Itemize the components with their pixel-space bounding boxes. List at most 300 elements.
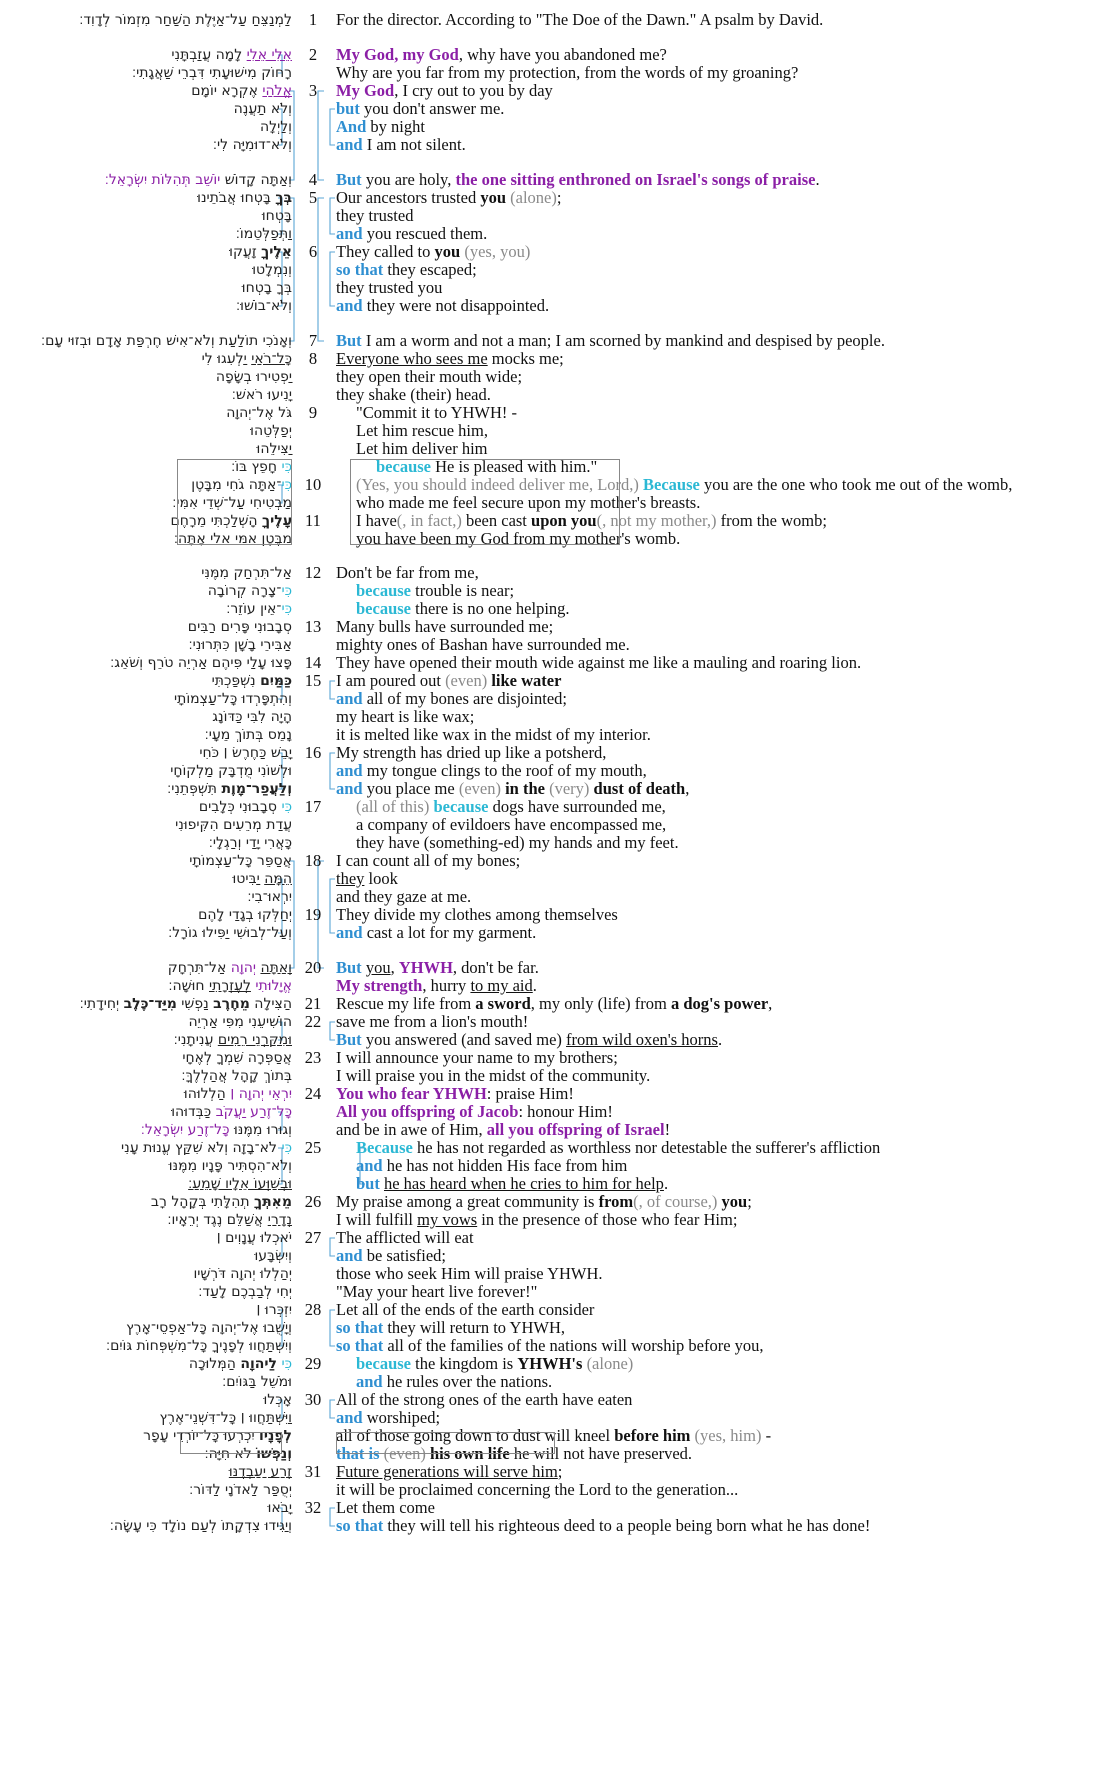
hebrew-segment: רָחוֹק מִישׁוּעָתִי דִּבְרֵי שַׁאֲגָתִי׃ <box>131 65 292 81</box>
verse-number: 11 <box>305 511 321 530</box>
verse-line <box>0 349 1110 369</box>
hebrew-segment: וְלֹא־הִסְתִּיר פָּנָיו מִמֶּנּוּ <box>168 1158 292 1174</box>
verse-line <box>0 1426 1110 1446</box>
hebrew-segment: בְּךָ בָטְחוּ <box>241 280 292 296</box>
hebrew-text <box>167 779 292 799</box>
verse-line <box>0 833 1110 853</box>
english-segment: Rescue my life from <box>336 994 476 1013</box>
hebrew-segment: ־אֵין עוֹזֵר׃ <box>226 601 282 617</box>
hebrew-segment: יָבֹאוּ <box>267 1500 292 1516</box>
english-text <box>356 833 679 853</box>
hebrew-text <box>174 689 292 709</box>
hebrew-segment: נָמֵס בְּתוֹךְ מֵעָי׃ <box>204 727 292 743</box>
english-text <box>336 242 530 262</box>
verse-line <box>0 1210 1110 1230</box>
verse-line <box>0 1228 1110 1248</box>
english-text <box>356 581 514 601</box>
hebrew-text <box>80 994 292 1014</box>
english-text <box>336 1192 752 1212</box>
english-text <box>356 421 488 441</box>
hebrew-segment: וְאַתָּה קָדוֹשׁ <box>220 172 292 188</box>
hebrew-segment: אֲשַׁלֵּם נֶגֶד יְרֵאָיו׃ <box>167 1212 268 1228</box>
verse-number: 32 <box>304 1498 322 1517</box>
hebrew-text <box>175 815 292 835</box>
hebrew-segment: מִבֶּטֶן אִמִּי אֵלִי אָתָּה׃ <box>173 531 292 547</box>
hebrew-segment: בָּטְחוּ אֲבֹתֵינוּ <box>197 190 276 206</box>
hebrew-segment: כִּי <box>281 583 292 599</box>
hebrew-text <box>181 1066 292 1086</box>
hebrew-text <box>189 851 292 871</box>
english-segment: and <box>336 1246 363 1265</box>
english-text <box>336 905 618 925</box>
english-quote-box <box>350 459 620 545</box>
english-text <box>336 45 667 65</box>
verse-line <box>0 994 1110 1014</box>
verse-number: 31 <box>304 1462 322 1481</box>
hebrew-segment: מַבְטִיחִי עַל־שְׁדֵי אִמִּי׃ <box>172 495 292 511</box>
verse-number: 26 <box>304 1192 322 1211</box>
english-segment: who made me feel secure upon my mother's breasts. <box>356 493 701 512</box>
english-segment: , <box>768 994 773 1013</box>
english-segment: a dog's power <box>670 994 769 1013</box>
hebrew-segment: אַבִּירֵי בָשָׁן כִּתְּרוּנִי׃ <box>188 637 292 653</box>
english-segment: there is no one helping. <box>411 599 570 618</box>
english-text <box>336 1390 632 1410</box>
english-text <box>336 349 564 369</box>
hebrew-segment: אֵלִי אֵלִי <box>246 47 292 63</box>
hebrew-text <box>229 242 292 262</box>
verse-line <box>0 1282 1110 1302</box>
hebrew-segment: עֲנִיתָנִי׃ <box>173 1032 218 1048</box>
hebrew-segment: וְלֹא־דוּמִיָּה לִי׃ <box>212 137 292 153</box>
hebrew-text <box>268 1498 292 1518</box>
hebrew-segment: יַלְעִגוּ לִי <box>201 351 252 367</box>
english-segment: so that <box>336 260 384 279</box>
hebrew-text <box>208 581 292 601</box>
english-segment: upon you <box>531 511 597 530</box>
hebrew-text <box>189 1354 292 1374</box>
english-segment: But <box>336 958 362 977</box>
hebrew-segment: זֶרַע יַעַבְדֶנּוּ <box>228 1464 292 1480</box>
english-segment: dust of death <box>593 779 686 798</box>
english-segment: you <box>480 188 507 207</box>
english-segment: : honour Him! <box>518 1102 613 1121</box>
hebrew-text <box>41 331 292 351</box>
verse-line <box>0 1246 1110 1266</box>
english-segment: I have <box>356 511 397 530</box>
hebrew-segment: תִּשְׁפְּתֵנִי׃ <box>167 781 222 797</box>
english-segment: . <box>663 1174 669 1193</box>
hebrew-text <box>110 653 292 673</box>
verse-number: 19 <box>304 905 322 924</box>
english-segment: the kingdom is <box>411 1354 518 1373</box>
english-segment: YHWH's <box>517 1354 583 1373</box>
english-segment: (very) <box>544 779 590 798</box>
hebrew-segment: כִּי <box>281 1356 292 1372</box>
english-text <box>336 653 861 673</box>
hebrew-text <box>151 1192 292 1212</box>
english-text <box>336 563 479 583</box>
english-segment: all you offspring of Israel <box>486 1120 665 1139</box>
english-segment: (even) <box>458 779 501 798</box>
verse-line <box>0 1102 1110 1122</box>
english-segment: to my aid <box>470 976 533 995</box>
english-text <box>336 1066 650 1086</box>
hebrew-segment: וְלֹא תַעֲנֶה <box>233 101 292 117</box>
hebrew-segment: וְנִמְלָטוּ <box>252 262 292 278</box>
hebrew-segment: וּבְשַׁוְּעוֹ אֵלָיו שָׁמֵעַ׃ <box>188 1176 292 1192</box>
english-segment: I will announce your name to my brothers; <box>336 1048 618 1067</box>
english-segment: but <box>356 1174 380 1193</box>
english-segment: you answered (and saved me) <box>361 1030 567 1049</box>
hebrew-segment: כִּי <box>281 459 292 475</box>
english-text <box>336 1318 565 1338</box>
english-segment: Future generations will serve him <box>336 1462 558 1481</box>
english-segment: they trusted you <box>336 278 443 297</box>
hebrew-segment: יֹאכְלוּ עֲנָוִים ׀ <box>216 1230 292 1246</box>
english-segment: from wild oxen's horns <box>566 1030 718 1049</box>
hebrew-segment: וְיַגִּידוּ צִדְקָתוֹ לְעַם נוֹלָד כִּי עָשָׂה׃ <box>109 1518 292 1534</box>
english-segment: they <box>336 869 365 888</box>
english-segment: by night <box>366 117 425 136</box>
hebrew-segment: אֶקְרָא יוֹמָם <box>191 83 263 99</box>
english-segment: I will fulfill <box>336 1210 418 1229</box>
verse-line <box>0 1336 1110 1356</box>
english-segment: Don't be far from me, <box>336 563 479 582</box>
verse-line <box>0 761 1110 781</box>
english-segment: mighty ones of Bashan have surrounded me. <box>336 635 630 654</box>
english-segment: he rules over the nations. <box>382 1372 553 1391</box>
hebrew-text <box>168 976 292 996</box>
english-text <box>356 1138 880 1158</box>
verse-number: 24 <box>304 1084 322 1103</box>
hebrew-segment: חוּשָׁה׃ <box>168 978 209 994</box>
verse-line <box>0 976 1110 996</box>
english-text <box>356 439 488 459</box>
english-segment: Because <box>356 1138 413 1157</box>
hebrew-segment: בְּתוֹךְ קָהָל אֲהַלְלֶךָּ׃ <box>181 1068 292 1084</box>
english-segment: Our ancestors trusted <box>336 188 481 207</box>
verse-number: 5 <box>308 188 318 207</box>
english-text <box>336 1120 670 1140</box>
verse-line <box>0 1030 1110 1050</box>
hebrew-segment: בְּךָ <box>275 190 292 206</box>
verse-line <box>0 81 1110 101</box>
hebrew-text <box>232 385 292 405</box>
english-text <box>336 635 630 655</box>
hebrew-text <box>191 81 292 101</box>
hebrew-segment: יְסֻפַּר לַאדֹנָי לַדּוֹר׃ <box>189 1482 292 1498</box>
hebrew-segment: כָּל־רֹאַי <box>251 351 292 367</box>
english-text <box>336 851 520 871</box>
hebrew-segment: וְיָשֻׁבוּ אֶל־יְהוָה כָּל־אַפְסֵי־אָרֶץ <box>126 1320 292 1336</box>
hebrew-segment: סְבָבוּנִי פָּרִים רַבִּים <box>187 619 292 635</box>
english-segment: Because <box>643 475 700 494</box>
verse-number: 2 <box>308 45 318 64</box>
verse-line <box>0 905 1110 925</box>
english-segment: been cast <box>461 511 532 530</box>
verse-line <box>0 851 1110 871</box>
hebrew-segment: יַבִּיטוּ <box>232 871 265 887</box>
hebrew-segment: מֵאִתְּךָ <box>254 1194 292 1210</box>
english-segment: But <box>336 170 362 189</box>
english-segment: Let them come <box>336 1498 435 1517</box>
verse-number: 14 <box>304 653 322 672</box>
english-text <box>336 617 553 637</box>
verse-number: 17 <box>304 797 322 816</box>
hebrew-segment: נְדָרַי <box>267 1212 292 1228</box>
hebrew-segment: וּלְשׁוֹנִי מֻדְבָּק מַלְקוֹחָי <box>170 763 292 779</box>
english-text <box>336 725 651 745</box>
english-segment: from the womb; <box>716 511 827 530</box>
english-segment: I am a worm and not a man; I am scorned by mankind and despised by people. <box>361 331 885 350</box>
english-segment: and <box>336 923 363 942</box>
hebrew-text <box>79 10 292 30</box>
hebrew-segment: יִכְרְעוּ כָּל־יוֹרְדֵי עָפָר <box>143 1428 260 1444</box>
hebrew-segment: חָפֵץ בּוֹ׃ <box>231 459 282 475</box>
english-segment: he has heard when he cries to him for help <box>383 1174 664 1193</box>
hebrew-text <box>212 707 292 727</box>
hebrew-segment: כַּבְּדוּהוּ <box>171 1104 216 1120</box>
hebrew-text <box>252 260 292 280</box>
hebrew-segment: הָשְׁלַכְתִּי מֵרָחֶם <box>170 513 263 529</box>
hebrew-segment: סְבָבוּנִי כְּלָבִים <box>198 799 282 815</box>
verse-line <box>0 707 1110 727</box>
english-text <box>336 206 413 226</box>
hebrew-segment: אַל־תִּרְחַק מִמֶּנִּי <box>201 565 292 581</box>
hebrew-segment: יְהַלְלוּ יְהוָה דֹּרְשָׁיו <box>193 1266 292 1282</box>
verse-line <box>0 869 1110 889</box>
hebrew-segment: הוֹשִׁיעֵנִי מִפִּי אַרְיֵה <box>188 1014 292 1030</box>
english-text <box>336 135 466 155</box>
hebrew-segment: לָמָה עֲזַבְתָּנִי <box>171 47 247 63</box>
english-segment: in the presence of those who fear Him; <box>477 1210 738 1229</box>
english-segment: my heart is like wax; <box>336 707 475 726</box>
english-segment: those who seek Him will praise YHWH. <box>336 1264 603 1283</box>
verse-number: 12 <box>304 563 322 582</box>
hebrew-text <box>226 599 292 619</box>
english-segment: they were not disappointed. <box>362 296 550 315</box>
hebrew-segment: יִרְאֵי יְהוָה ׀ <box>230 1086 292 1102</box>
hebrew-segment: יְהוָה <box>230 960 257 976</box>
english-text <box>336 117 425 137</box>
verse-line <box>0 206 1110 226</box>
hebrew-segment: וְיִשְׂבָּעוּ <box>254 1248 292 1264</box>
verse-number: 29 <box>304 1354 322 1373</box>
hebrew-segment: וְנַפְשׁוֹ <box>256 1446 292 1462</box>
english-text <box>336 1012 528 1032</box>
english-segment: and <box>336 761 363 780</box>
hebrew-segment: גֹּל אֶל־יְהוָה <box>226 405 292 421</box>
english-text <box>336 1516 870 1536</box>
english-text <box>356 1372 552 1392</box>
hebrew-segment: וְאַתָּה <box>260 960 292 976</box>
english-text <box>336 1336 764 1356</box>
hebrew-text <box>257 439 293 459</box>
english-segment: "May your heart live forever!" <box>336 1282 538 1301</box>
english-text <box>336 81 553 101</box>
verse-line <box>0 653 1110 673</box>
english-segment: a company of evildoers have encompassed me, <box>356 815 667 834</box>
hebrew-segment: הֵמָּה <box>264 871 292 887</box>
english-segment: trouble is near; <box>411 581 515 600</box>
english-segment: all of the families of the nations will worship before you, <box>383 1336 764 1355</box>
hebrew-text <box>216 367 292 387</box>
english-segment: I can count all of my bones; <box>336 851 521 870</box>
english-segment: you are holy, <box>361 170 456 189</box>
verse-number: 30 <box>304 1390 322 1409</box>
hebrew-text <box>217 1228 292 1248</box>
english-segment: I am not silent. <box>362 135 466 154</box>
verse-number: 25 <box>304 1138 322 1157</box>
english-segment: And <box>336 117 367 136</box>
hebrew-segment: יְחַלְּקוּ בְגָדַי לָהֶם <box>198 907 292 923</box>
english-segment: they trusted <box>336 206 414 225</box>
hebrew-text <box>141 1120 292 1140</box>
verse-line <box>0 1120 1110 1140</box>
english-segment: , hurry <box>422 976 471 995</box>
hebrew-segment: וְעַל־לְבוּשִׁי יַפִּילוּ גוֹרָל׃ <box>168 925 292 941</box>
hebrew-segment: יָנִיעוּ רֹאשׁ׃ <box>231 387 292 403</box>
english-segment: and <box>336 224 363 243</box>
hebrew-text <box>242 278 292 298</box>
english-text <box>336 707 474 727</box>
english-text <box>356 1156 627 1176</box>
english-text <box>336 278 442 298</box>
hebrew-text <box>199 797 292 817</box>
english-segment: The afflicted will eat <box>336 1228 474 1247</box>
english-text <box>336 1300 594 1320</box>
verse-line <box>0 635 1110 655</box>
english-segment: My God, my God <box>336 45 459 64</box>
english-text <box>356 797 666 817</box>
verse-line <box>0 63 1110 83</box>
verse-line <box>0 1480 1110 1500</box>
english-segment: because <box>356 599 411 618</box>
verse-number: 18 <box>304 851 322 870</box>
english-text <box>336 923 536 943</box>
english-segment: he will not have preserved. <box>509 1444 693 1463</box>
english-segment: But <box>336 331 362 350</box>
english-segment: They have opened their mouth wide against me like a mauling and roaring lion. <box>336 653 862 672</box>
hebrew-text <box>188 635 292 655</box>
hebrew-segment: כִּי <box>281 799 292 815</box>
verse-line <box>0 581 1110 601</box>
english-segment: - <box>761 1426 772 1445</box>
hebrew-segment: אָכְלוּ <box>263 1392 292 1408</box>
hebrew-segment: אֲסַפְּרָה שִׁמְךָ לְאֶחָי <box>182 1050 292 1066</box>
hebrew-segment: הַצִּילָה <box>249 996 292 1012</box>
hebrew-text <box>126 1318 292 1338</box>
hebrew-segment: אֲסַפֵּר כָּל־עַצְמוֹתָי <box>189 853 292 869</box>
english-segment: . <box>717 1030 723 1049</box>
english-text <box>336 1408 440 1428</box>
verse-number: 3 <box>308 81 318 100</box>
english-segment: (even) <box>383 1444 426 1463</box>
verse-line <box>0 1174 1110 1194</box>
english-text <box>336 385 491 405</box>
english-segment: , <box>685 779 690 798</box>
english-segment: he has not hidden His face from him <box>382 1156 628 1175</box>
verse-line <box>0 797 1110 817</box>
english-text <box>356 599 570 619</box>
hebrew-text <box>188 1174 292 1194</box>
hebrew-segment: כִּי <box>281 601 292 617</box>
english-segment: you <box>365 958 391 977</box>
verse-line <box>0 599 1110 619</box>
verse-line <box>0 45 1110 65</box>
hebrew-text <box>263 1390 292 1410</box>
verse-line <box>0 1408 1110 1428</box>
hebrew-segment: יַפְטִירוּ בְשָׂפָה <box>215 369 292 385</box>
english-segment: all of my bones are disjointed; <box>362 689 567 708</box>
english-segment: because <box>356 581 411 600</box>
hebrew-segment: לְעֶזְרָתִי <box>209 978 251 994</box>
english-segment: it is melted like wax in the midst of my interior. <box>336 725 651 744</box>
english-segment: and they gaze at me. <box>336 887 472 906</box>
hebrew-segment: לֹא־בָזָה וְלֹא שִׁקַּץ עֱנוּת עָנִי <box>121 1140 282 1156</box>
verse-number: 8 <box>308 349 318 368</box>
english-segment: (, in fact,) <box>396 511 462 530</box>
verse-line <box>0 1048 1110 1068</box>
verse-line <box>0 887 1110 907</box>
hebrew-text <box>184 1084 292 1104</box>
hebrew-segment: בָּטְחוּ <box>261 208 292 224</box>
english-text <box>356 1354 633 1374</box>
english-segment: My praise among a great community is <box>336 1192 599 1211</box>
hebrew-text <box>110 1516 292 1536</box>
hebrew-text <box>205 725 292 745</box>
hebrew-text <box>198 1282 292 1302</box>
english-segment: My strength <box>336 976 423 995</box>
english-text <box>336 99 504 119</box>
verse-number: 1 <box>308 10 318 29</box>
verse-line <box>0 1264 1110 1284</box>
verse-line <box>0 260 1110 280</box>
verse-number: 15 <box>304 671 322 690</box>
hebrew-segment: וְלַיְלָה <box>259 119 292 135</box>
hebrew-segment: נִשְׁפַּכְתִּי <box>211 673 261 689</box>
english-segment: in the <box>505 779 545 798</box>
english-segment: and <box>356 1156 383 1175</box>
hebrew-segment: כָּאֲרִי יָדַי וְרַגְלָי׃ <box>208 835 292 851</box>
english-segment: you have been my God from my mother's womb. <box>356 529 681 548</box>
verse-line <box>0 403 1110 423</box>
english-text <box>336 779 689 799</box>
english-text <box>336 1228 474 1248</box>
hebrew-text <box>229 1462 292 1482</box>
english-segment: and be in awe of Him, <box>336 1120 487 1139</box>
verse-number: 27 <box>304 1228 322 1247</box>
verse-line <box>0 617 1110 637</box>
hebrew-text <box>168 923 292 943</box>
english-segment: But <box>336 1030 362 1049</box>
english-segment: worshiped; <box>362 1408 441 1427</box>
hebrew-segment: לְפָנָיו <box>259 1428 292 1444</box>
english-segment: I will praise you in the midst of the community. <box>336 1066 651 1085</box>
verse-line <box>0 99 1110 119</box>
english-segment: Everyone who sees me <box>336 349 488 368</box>
hebrew-text <box>169 1156 292 1176</box>
english-segment: it will be proclaimed concerning the Lord to the generation... <box>336 1480 739 1499</box>
hebrew-text <box>171 1102 292 1122</box>
english-text <box>336 10 823 30</box>
verse-number: 9 <box>308 403 318 422</box>
verse-line <box>0 1012 1110 1032</box>
english-segment: a sword <box>475 994 531 1013</box>
verse-line <box>0 671 1110 691</box>
english-segment: you <box>434 242 461 261</box>
